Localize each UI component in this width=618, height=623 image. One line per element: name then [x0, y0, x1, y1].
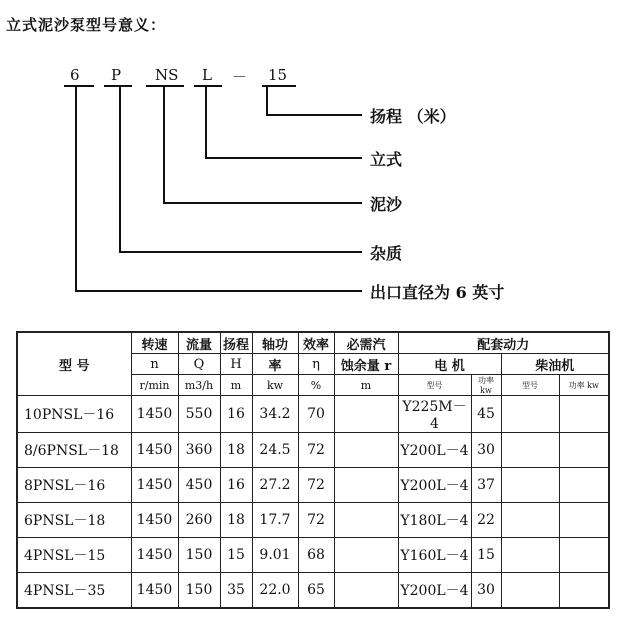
- cell-diesel-kw: [559, 433, 609, 468]
- cell-npsh: [334, 573, 398, 609]
- cell-speed: 1450: [131, 468, 178, 503]
- header-npsh-2: 蚀余量 r: [334, 354, 398, 375]
- cell-head: 18: [220, 503, 252, 538]
- leader-15: [267, 86, 362, 115]
- unit-diesel-model: 型号: [501, 375, 559, 396]
- meaning-vertical: 立式: [370, 150, 403, 169]
- cell-motor: Y180L－4: [398, 503, 471, 538]
- cell-shaft: 9.01: [252, 538, 298, 573]
- cell-motor-kw: 22: [471, 503, 501, 538]
- cell-shaft: 27.2: [252, 468, 298, 503]
- leader-l: [206, 86, 362, 158]
- leader-p: [120, 86, 362, 252]
- cell-eff: 70: [298, 396, 334, 433]
- cell-speed: 1450: [131, 538, 178, 573]
- cell-diesel-kw: [559, 396, 609, 433]
- cell-npsh: [334, 538, 398, 573]
- cell-head: 16: [220, 396, 252, 433]
- cell-head: 35: [220, 573, 252, 609]
- cell-head: 15: [220, 538, 252, 573]
- cell-flow: 150: [178, 573, 220, 609]
- cell-model: 10PNSL－16: [17, 396, 131, 433]
- unit-speed: r/min: [131, 375, 178, 396]
- cell-flow: 260: [178, 503, 220, 538]
- cell-motor-kw: 30: [471, 433, 501, 468]
- cell-eff: 72: [298, 503, 334, 538]
- header-speed-symbol: n: [131, 354, 178, 375]
- unit-shaft: kw: [252, 375, 298, 396]
- cell-motor: Y200L－4: [398, 433, 471, 468]
- cell-diesel: [501, 433, 559, 468]
- cell-eff: 68: [298, 538, 334, 573]
- table-row: [17, 503, 609, 538]
- unit-diesel-kw: 功率 kw: [559, 375, 609, 396]
- header-motor: 电 机: [398, 354, 501, 375]
- cell-motor-kw: 30: [471, 573, 501, 609]
- cell-motor: Y200L－4: [398, 468, 471, 503]
- cell-eff: 65: [298, 573, 334, 609]
- cell-flow: 150: [178, 538, 220, 573]
- cell-speed: 1450: [131, 573, 178, 609]
- cell-shaft: 22.0: [252, 573, 298, 609]
- unit-motor-model: 型号: [398, 375, 471, 396]
- cell-model: 8/6PNSL－18: [17, 433, 131, 468]
- cell-motor-kw: 15: [471, 538, 501, 573]
- unit-eff: %: [298, 375, 334, 396]
- cell-speed: 1450: [131, 503, 178, 538]
- code-part-l: L: [202, 66, 212, 84]
- cell-motor-kw: 37: [471, 468, 501, 503]
- cell-npsh: [334, 396, 398, 433]
- cell-diesel: [501, 396, 559, 433]
- unit-head: m: [220, 375, 252, 396]
- header-power: 配套动力: [398, 332, 609, 354]
- cell-motor: Y200L－4: [398, 573, 471, 609]
- cell-model: 4PNSL－35: [17, 573, 131, 609]
- unit-flow: m3/h: [178, 375, 220, 396]
- leader-ns: [164, 86, 362, 203]
- code-part-ns: NS: [155, 66, 179, 84]
- meaning-impurity: 杂质: [370, 244, 403, 263]
- cell-npsh: [334, 468, 398, 503]
- cell-motor-kw: 45: [471, 396, 501, 433]
- table-row: [17, 468, 609, 503]
- cell-diesel-kw: [559, 503, 609, 538]
- cell-model: 6PNSL－18: [17, 503, 131, 538]
- header-eff: 效率: [298, 332, 334, 354]
- cell-eff: 72: [298, 468, 334, 503]
- cell-npsh: [334, 503, 398, 538]
- header-head: 扬程: [220, 332, 252, 354]
- header-npsh: 必需汽: [334, 332, 398, 354]
- cell-head: 18: [220, 433, 252, 468]
- meaning-outlet-diameter: 出口直径为 6 英寸: [370, 283, 505, 302]
- cell-diesel: [501, 538, 559, 573]
- cell-eff: 72: [298, 433, 334, 468]
- cell-model: 8PNSL－16: [17, 468, 131, 503]
- pump-spec-table: [16, 331, 610, 609]
- header-speed: 转速: [131, 332, 178, 354]
- cell-diesel-kw: [559, 538, 609, 573]
- cell-diesel: [501, 503, 559, 538]
- header-eff-symbol: η: [298, 354, 334, 375]
- unit-motor-kw: 功率 kw: [471, 375, 501, 396]
- code-part-15: 15: [268, 66, 288, 84]
- cell-shaft: 17.7: [252, 503, 298, 538]
- header-model: 型 号: [17, 332, 131, 396]
- cell-model: 4PNSL－15: [17, 538, 131, 573]
- cell-diesel-kw: [559, 573, 609, 609]
- code-part-6: 6: [70, 66, 80, 84]
- code-part-dash: －: [232, 68, 248, 86]
- cell-npsh: [334, 433, 398, 468]
- table-row: [17, 396, 609, 433]
- cell-motor: Y225M－4: [398, 396, 471, 433]
- document-title: 立式泥沙泵型号意义：: [6, 16, 167, 34]
- header-head-symbol: H: [220, 354, 252, 375]
- table-row: [17, 538, 609, 573]
- cell-flow: 360: [178, 433, 220, 468]
- cell-speed: 1450: [131, 396, 178, 433]
- meaning-head: 扬程 （米）: [370, 107, 456, 126]
- header-flow-symbol: Q: [178, 354, 220, 375]
- header-flow: 流量: [178, 332, 220, 354]
- code-part-p: P: [111, 66, 122, 84]
- cell-speed: 1450: [131, 433, 178, 468]
- header-shaft: 轴功: [252, 332, 298, 354]
- unit-npsh: m: [334, 375, 398, 396]
- cell-motor: Y160L－4: [398, 538, 471, 573]
- leader-6: [76, 86, 362, 291]
- table-body: [17, 396, 609, 609]
- meaning-sand: 泥沙: [370, 195, 403, 214]
- header-shaft-2: 率: [252, 354, 298, 375]
- table-row: [17, 433, 609, 468]
- cell-flow: 450: [178, 468, 220, 503]
- table-row: [17, 573, 609, 609]
- cell-diesel: [501, 468, 559, 503]
- cell-head: 16: [220, 468, 252, 503]
- cell-flow: 550: [178, 396, 220, 433]
- cell-shaft: 24.5: [252, 433, 298, 468]
- cell-diesel: [501, 573, 559, 609]
- cell-shaft: 34.2: [252, 396, 298, 433]
- header-diesel: 柴油机: [501, 354, 609, 375]
- cell-diesel-kw: [559, 468, 609, 503]
